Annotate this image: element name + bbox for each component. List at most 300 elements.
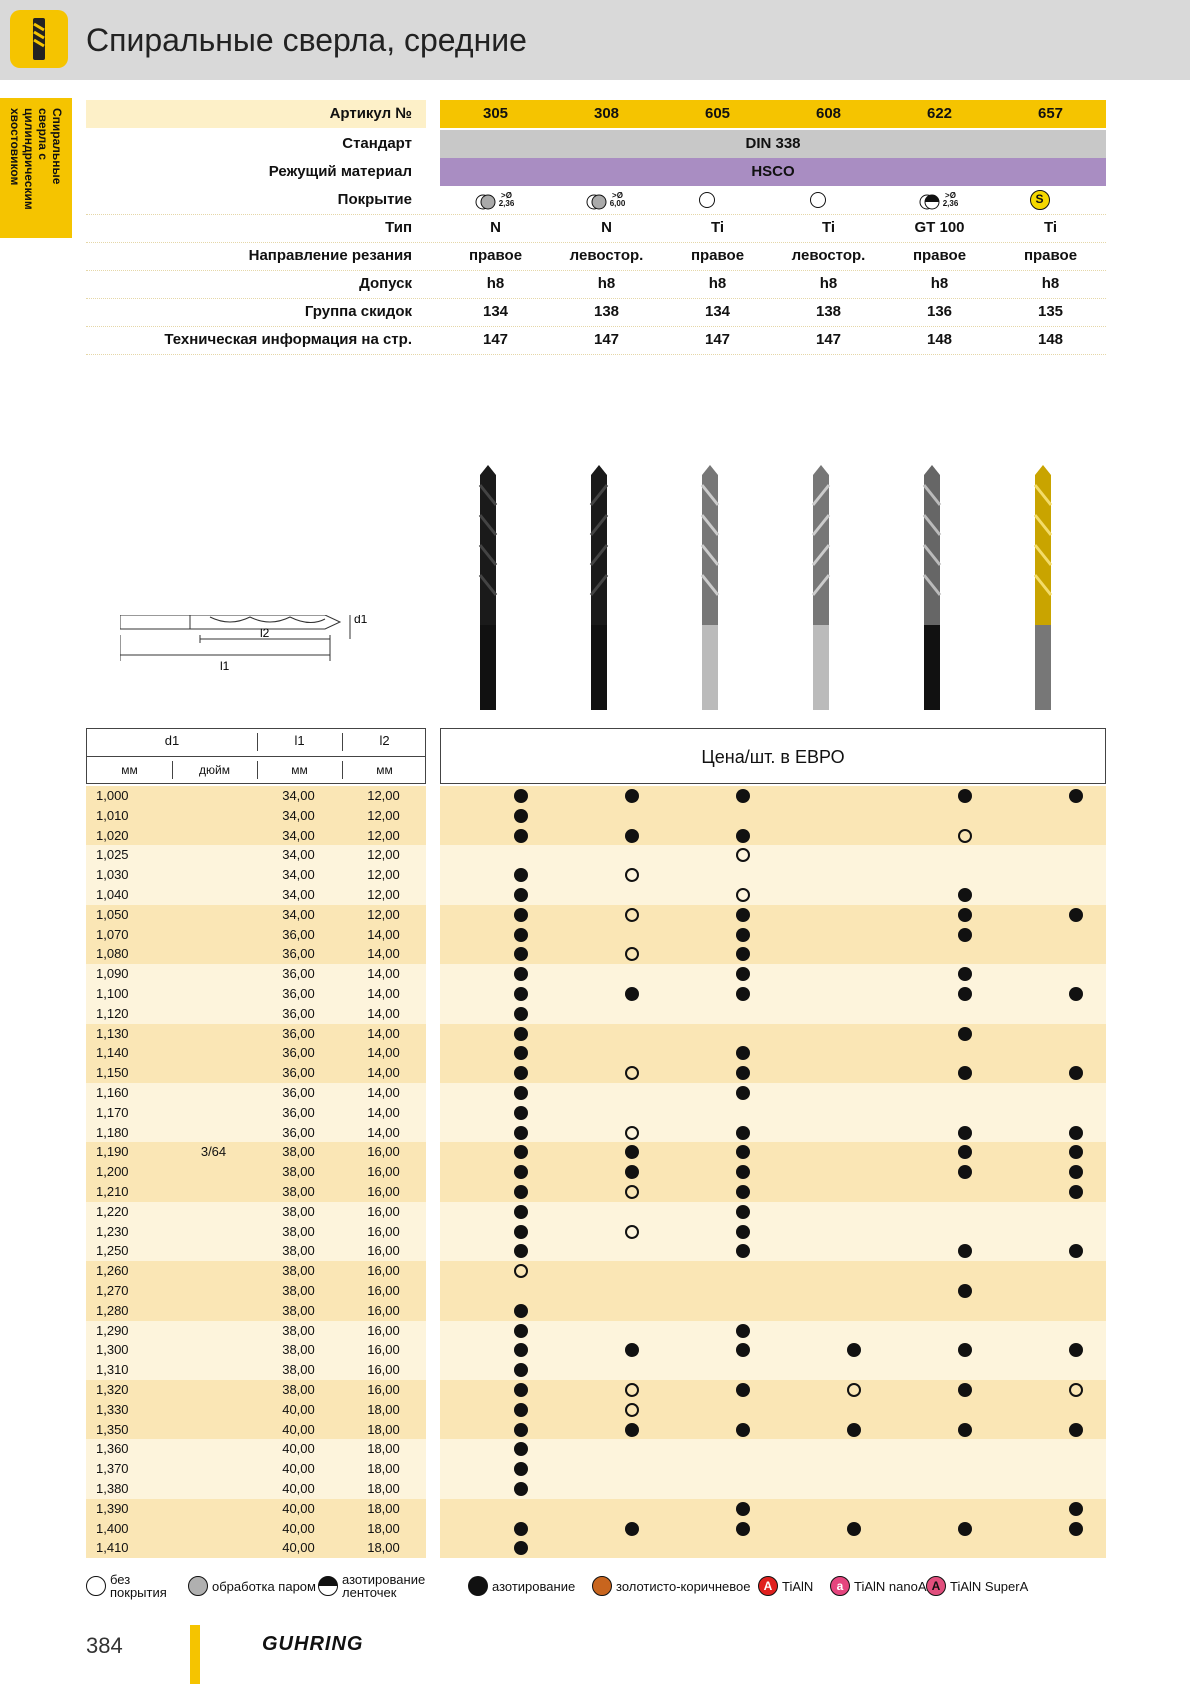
l2-cell: 14,00: [367, 926, 400, 942]
spec-row-techinfo: [86, 326, 1106, 355]
available-dot-icon: [514, 928, 528, 942]
d1-mm-cell: 1,025: [96, 847, 129, 863]
d1-mm-cell: 1,290: [96, 1322, 129, 1338]
available-dot-icon: [514, 1304, 528, 1318]
table-row: [86, 1024, 1106, 1044]
available-dot-icon: [1069, 987, 1083, 1001]
table-row: [86, 1261, 1106, 1281]
d1-inch-cell: [171, 1340, 256, 1360]
available-dot-icon: [1069, 789, 1083, 803]
l2-cell: 18,00: [367, 1421, 400, 1437]
d1-mm-cell: 1,410: [96, 1540, 129, 1556]
available-dot-icon: [736, 789, 750, 803]
d1-inch-cell: [171, 1459, 256, 1479]
d1-inch-cell: [171, 1123, 256, 1143]
d1-inch-cell: [171, 1202, 256, 1222]
d1-mm-cell: 1,230: [96, 1223, 129, 1239]
l2-cell: 16,00: [367, 1263, 400, 1279]
available-dot-icon: [958, 1522, 972, 1536]
l2-cell: 16,00: [367, 1203, 400, 1219]
l2-cell: 16,00: [367, 1302, 400, 1318]
l1-header: l1: [294, 733, 305, 748]
available-dot-icon: [514, 1324, 528, 1338]
legend-label: азотирование: [492, 1578, 576, 1594]
d1-inch-cell: [171, 905, 256, 925]
l1-cell: 38,00: [282, 1362, 315, 1378]
coating-cell: [884, 186, 995, 214]
d1-inch-cell: [171, 786, 256, 806]
available-dot-icon: [1069, 1185, 1083, 1199]
l1-cell: 36,00: [282, 1124, 315, 1140]
available-dot-icon: [958, 888, 972, 902]
available-dot-icon: [514, 1423, 528, 1437]
legend-item: [830, 1574, 927, 1598]
available-dot-icon: [736, 1324, 750, 1338]
table-row: [86, 1321, 1106, 1341]
d1-mm-cell: 1,160: [96, 1085, 129, 1100]
l1-cell: 36,00: [282, 1005, 315, 1021]
side-tab: [0, 98, 72, 238]
row-bg-right: [440, 1360, 1106, 1380]
spec-value-techinfo: 147: [482, 331, 509, 348]
row-bg-right: [440, 1479, 1106, 1499]
l2-cell: 14,00: [367, 1005, 400, 1021]
d1-inch-cell: [171, 1261, 256, 1281]
spec-label-coating: Покрытие: [337, 191, 412, 208]
spec-row-article: [86, 100, 1106, 128]
spec-value-type: Ti: [1043, 219, 1058, 236]
l1-cell: 38,00: [282, 1164, 315, 1180]
l1-cell: 38,00: [282, 1263, 315, 1279]
legend-label: TiAlN SuperA: [950, 1578, 1029, 1594]
row-bg-right: [440, 1142, 1106, 1162]
d1-mm-cell: 1,140: [96, 1045, 129, 1061]
available-dot-icon: [514, 1225, 528, 1239]
d1-mm-cell: 1,100: [96, 986, 129, 1001]
row-bg-right: [440, 1103, 1106, 1123]
d1-mm-cell: 1,130: [96, 1025, 129, 1041]
d1-inch-cell: [171, 925, 256, 945]
spec-value-tolerance: h8: [708, 275, 727, 292]
row-bg-right: [440, 944, 1106, 964]
available-on-request-icon: [1069, 1383, 1083, 1397]
spec-value-article: 305: [440, 100, 551, 128]
l1-cell: 40,00: [282, 1401, 315, 1417]
d1-inch-cell: [171, 1222, 256, 1242]
l1-cell: 36,00: [282, 986, 315, 1001]
available-dot-icon: [514, 1482, 528, 1496]
spec-value-article: 622: [884, 100, 995, 128]
l1-cell: 40,00: [282, 1500, 315, 1516]
available-dot-icon: [736, 1423, 750, 1437]
d1-mm-cell: 1,270: [96, 1283, 129, 1298]
row-bg-right: [440, 1538, 1106, 1558]
uncoated-icon: [810, 192, 826, 208]
l1-cell: 38,00: [282, 1184, 315, 1199]
spec-value-discount: 138: [815, 303, 842, 320]
row-bg-right: [440, 1281, 1106, 1301]
available-on-request-icon: [625, 1185, 639, 1199]
row-bg-right: [440, 1222, 1106, 1242]
l2-mm-header: мм: [376, 763, 393, 777]
spec-value-discount: 136: [926, 303, 953, 320]
d1-mm-cell: 1,280: [96, 1302, 129, 1318]
l1-cell: 36,00: [282, 1045, 315, 1061]
table-row: [86, 1380, 1106, 1400]
l2-cell: 18,00: [367, 1500, 400, 1516]
table-row: [86, 1162, 1106, 1182]
available-dot-icon: [736, 1086, 750, 1100]
legend-item: [318, 1574, 442, 1598]
price-title: Цена/шт. в ЕВРО: [701, 747, 845, 767]
spec-value-tolerance: h8: [819, 275, 838, 292]
d1-inch-cell: [171, 865, 256, 885]
available-on-request-icon: [625, 1383, 639, 1397]
row-bg-right: [440, 1499, 1106, 1519]
d1-mm-cell: 1,080: [96, 946, 129, 962]
available-dot-icon: [514, 1126, 528, 1140]
l2-cell: 14,00: [367, 1124, 400, 1140]
table-row: [86, 826, 1106, 846]
d1-mm-cell: 1,390: [96, 1500, 129, 1516]
available-dot-icon: [625, 1423, 639, 1437]
drill-photo-622: [924, 465, 940, 710]
l1-cell: 40,00: [282, 1520, 315, 1536]
available-on-request-icon: [736, 888, 750, 902]
available-dot-icon: [847, 1522, 861, 1536]
d1-inch-cell: [171, 1380, 256, 1400]
row-bg-right: [440, 1459, 1106, 1479]
d1-header: d1: [164, 733, 180, 748]
l2-cell: 16,00: [367, 1223, 400, 1239]
l1-cell: 38,00: [282, 1342, 315, 1358]
available-dot-icon: [958, 908, 972, 922]
available-dot-icon: [1069, 1502, 1083, 1516]
spec-label-article: Артикул №: [329, 105, 412, 122]
row-bg-right: [440, 1261, 1106, 1281]
d1-mm-cell: 1,020: [96, 827, 129, 843]
column-divider: [257, 761, 258, 779]
row-bg-right: [440, 1123, 1106, 1143]
d1-mm-cell: 1,170: [96, 1104, 129, 1120]
d1-mm-cell: 1,200: [96, 1164, 129, 1180]
available-dot-icon: [736, 987, 750, 1001]
d1-mm-cell: 1,120: [96, 1005, 129, 1021]
coating-note: >Ø 6,00: [609, 191, 626, 209]
spec-row-material: [86, 158, 1106, 186]
l2-cell: 12,00: [367, 788, 400, 803]
price-header: [440, 728, 1106, 784]
d1-mm-cell: 1,370: [96, 1461, 129, 1477]
available-dot-icon: [958, 1284, 972, 1298]
A-pink-icon: A: [926, 1576, 946, 1596]
available-dot-icon: [736, 829, 750, 843]
row-bg-right: [440, 1301, 1106, 1321]
spec-row-type: [86, 214, 1106, 243]
legend-item: [926, 1574, 1028, 1598]
coating-cell: [440, 186, 551, 214]
l2-cell: 14,00: [367, 966, 400, 982]
l2-cell: 16,00: [367, 1322, 400, 1338]
coating-cell: [551, 186, 662, 214]
d1-inch-cell: [171, 1083, 256, 1103]
d1-mm-cell: 1,220: [96, 1203, 129, 1219]
a-pink-icon: a: [830, 1576, 850, 1596]
spec-value-article: 608: [773, 100, 884, 128]
d1-inch-cell: [171, 1182, 256, 1202]
coating-cell: [662, 186, 773, 214]
available-on-request-icon: [625, 1403, 639, 1417]
available-dot-icon: [625, 789, 639, 803]
table-row: [86, 984, 1106, 1004]
available-dot-icon: [514, 987, 528, 1001]
available-on-request-icon: [958, 829, 972, 843]
legend-label: золотисто-коричневое: [616, 1578, 751, 1594]
legend-item: [592, 1574, 750, 1598]
footer-accent-bar: [190, 1625, 200, 1684]
d1-mm-cell: 1,030: [96, 867, 129, 883]
l1-cell: 34,00: [282, 788, 315, 803]
available-dot-icon: [514, 789, 528, 803]
row-bg-right: [440, 1202, 1106, 1222]
table-row: [86, 845, 1106, 865]
d1-inch-cell: [171, 1360, 256, 1380]
table-row: [86, 1103, 1106, 1123]
l2-cell: 18,00: [367, 1441, 400, 1457]
available-dot-icon: [514, 1383, 528, 1397]
steam-coating-icon: [586, 192, 606, 208]
l2-cell: 16,00: [367, 1184, 400, 1199]
d1-mm-cell: 1,400: [96, 1520, 129, 1536]
steam-coating-icon: [475, 192, 495, 208]
l2-cell: 16,00: [367, 1362, 400, 1378]
spec-value-discount: 134: [482, 303, 509, 320]
available-dot-icon: [625, 1522, 639, 1536]
coating-cell: [995, 186, 1106, 214]
table-row: [86, 1360, 1106, 1380]
A-red-icon: A: [758, 1576, 778, 1596]
l1-cell: 36,00: [282, 1065, 315, 1081]
grey-circle-icon: [188, 1576, 208, 1596]
l1-cell: 36,00: [282, 966, 315, 982]
spec-value-techinfo: 148: [1037, 331, 1064, 348]
d1-inch-cell: [171, 944, 256, 964]
l1-cell: 40,00: [282, 1540, 315, 1556]
legend-item: [188, 1574, 316, 1598]
available-dot-icon: [514, 1027, 528, 1041]
row-bg-right: [440, 925, 1106, 945]
d1-inch-cell: [171, 1321, 256, 1341]
spec-row-coating: [86, 186, 1106, 215]
l2-cell: 12,00: [367, 906, 400, 922]
row-bg-right: [440, 1063, 1106, 1083]
spec-value-discount: 134: [704, 303, 731, 320]
drill-photo-605: [702, 465, 718, 710]
table-row: [86, 1340, 1106, 1360]
l2-cell: 14,00: [367, 1025, 400, 1041]
d1-mm-cell: 1,310: [96, 1362, 129, 1378]
l1-cell: 38,00: [282, 1283, 315, 1298]
coating-note: >Ø 2,36: [942, 191, 959, 209]
brand-logo: GUHRING: [262, 1633, 364, 1655]
available-dot-icon: [514, 1007, 528, 1021]
spec-value-direction: правое: [1023, 247, 1078, 264]
row-bg-right: [440, 1400, 1106, 1420]
available-dot-icon: [1069, 1423, 1083, 1437]
l2-cell: 18,00: [367, 1481, 400, 1496]
row-bg-right: [440, 806, 1106, 826]
available-on-request-icon: [847, 1383, 861, 1397]
d1-inch-cell: [171, 1519, 256, 1539]
d1-inch-cell: [171, 1063, 256, 1083]
drill-photos: [440, 465, 1100, 720]
l1-cell: 34,00: [282, 867, 315, 883]
l1-cell: 38,00: [282, 1243, 315, 1259]
brown-circle-icon: [592, 1576, 612, 1596]
available-dot-icon: [736, 1126, 750, 1140]
legend-item: [758, 1574, 813, 1598]
available-dot-icon: [514, 888, 528, 902]
available-dot-icon: [958, 1027, 972, 1041]
l2-cell: 18,00: [367, 1461, 400, 1477]
table-row: [86, 1004, 1106, 1024]
available-dot-icon: [514, 829, 528, 843]
available-dot-icon: [847, 1423, 861, 1437]
l1-cell: 36,00: [282, 1085, 315, 1100]
d1-inch-cell: [171, 1004, 256, 1024]
l1-cell: 40,00: [282, 1481, 315, 1496]
spec-label-discount: Группа скидок: [304, 303, 412, 320]
available-dot-icon: [736, 908, 750, 922]
drill-photo-608: [813, 465, 829, 710]
coating-s-icon: S: [1030, 190, 1050, 210]
l1-cell: 36,00: [282, 926, 315, 942]
spec-value-tolerance: h8: [486, 275, 505, 292]
spec-label-direction: Направление резания: [248, 247, 412, 264]
l1-cell: 36,00: [282, 946, 315, 962]
available-dot-icon: [958, 928, 972, 942]
l2-cell: 18,00: [367, 1540, 400, 1556]
d1-inch-cell: [171, 885, 256, 905]
table-row: [86, 1499, 1106, 1519]
row-bg-right: [440, 1439, 1106, 1459]
table-row: [86, 1479, 1106, 1499]
l1-cell: 38,00: [282, 1203, 315, 1219]
l2-cell: 18,00: [367, 1401, 400, 1417]
spec-value-direction: правое: [912, 247, 967, 264]
available-dot-icon: [736, 1383, 750, 1397]
available-dot-icon: [958, 789, 972, 803]
table-row: [86, 1182, 1106, 1202]
page-title: Спиральные сверла, средние: [86, 22, 527, 58]
drill-dimension-diagram: [120, 615, 380, 720]
d1-inch-cell: [171, 964, 256, 984]
l1-cell: 38,00: [282, 1223, 315, 1239]
l1-cell: 34,00: [282, 807, 315, 823]
l1-cell: 40,00: [282, 1421, 315, 1437]
table-row: [86, 905, 1106, 925]
available-dot-icon: [736, 1225, 750, 1239]
l1-cell: 38,00: [282, 1144, 315, 1160]
l2-cell: 16,00: [367, 1283, 400, 1298]
page-header: [0, 0, 1190, 80]
l2-cell: 12,00: [367, 827, 400, 843]
d1-mm-header: мм: [121, 763, 138, 777]
open-circle-icon: [86, 1576, 106, 1596]
table-row: [86, 865, 1106, 885]
l2-cell: 14,00: [367, 1065, 400, 1081]
spec-row-direction: [86, 242, 1106, 271]
row-bg-right: [440, 905, 1106, 925]
l1-cell: 36,00: [282, 1025, 315, 1041]
spec-label-material: Режущий материал: [268, 163, 412, 180]
table-row: [86, 1439, 1106, 1459]
d1-inch-cell: 3/64: [200, 1144, 227, 1160]
spec-value-direction: левостор.: [791, 247, 866, 264]
d1-mm-cell: 1,260: [96, 1263, 129, 1279]
d1-inch-cell: [171, 1281, 256, 1301]
d1-inch-cell: [171, 806, 256, 826]
spec-value-direction: левостор.: [569, 247, 644, 264]
coating-legend: [86, 1570, 1106, 1602]
l1-mm-header: мм: [291, 763, 308, 777]
nitrided-coating-icon: [919, 192, 939, 208]
spec-value-techinfo: 148: [926, 331, 953, 348]
l2-cell: 16,00: [367, 1342, 400, 1358]
d1-mm-cell: 1,000: [96, 788, 129, 803]
table-row: [86, 964, 1106, 984]
d1-mm-cell: 1,070: [96, 926, 129, 942]
table-row: [86, 1083, 1106, 1103]
row-bg-right: [440, 984, 1106, 1004]
coating-note: >Ø 2,36: [498, 191, 515, 209]
l1-cell: 34,00: [282, 906, 315, 922]
available-dot-icon: [736, 928, 750, 942]
row-bg-right: [440, 1241, 1106, 1261]
spec-value-discount: 138: [593, 303, 620, 320]
d1-mm-cell: 1,210: [96, 1184, 129, 1199]
page-number: 384: [86, 1633, 123, 1658]
spec-value-techinfo: 147: [815, 331, 842, 348]
spec-value-type: Ti: [710, 219, 725, 236]
table-row: [86, 1043, 1106, 1063]
d1-mm-cell: 1,300: [96, 1342, 129, 1358]
coating-cell: [773, 186, 884, 214]
spec-row-tolerance: [86, 270, 1106, 299]
l2-cell: 14,00: [367, 1045, 400, 1061]
row-bg-right: [440, 826, 1106, 846]
l2-cell: 14,00: [367, 986, 400, 1001]
l2-cell: 14,00: [367, 1085, 400, 1100]
available-dot-icon: [625, 829, 639, 843]
drill-photo-657: [1035, 465, 1051, 710]
d1-mm-cell: 1,360: [96, 1441, 129, 1457]
available-dot-icon: [514, 809, 528, 823]
legend-item: [86, 1574, 180, 1598]
row-bg-right: [440, 1321, 1106, 1341]
l2-cell: 12,00: [367, 887, 400, 902]
diagram-d1-label: d1: [354, 615, 368, 626]
available-dot-icon: [958, 1423, 972, 1437]
legend-label: TiAlN nanoA: [854, 1578, 927, 1594]
d1-inch-cell: [171, 1499, 256, 1519]
row-bg-right: [440, 964, 1106, 984]
l1-cell: 40,00: [282, 1461, 315, 1477]
row-bg-right: [440, 865, 1106, 885]
d1-inch-cell: [171, 1241, 256, 1261]
spec-value-article: 605: [662, 100, 773, 128]
l2-cell: 18,00: [367, 1520, 400, 1536]
